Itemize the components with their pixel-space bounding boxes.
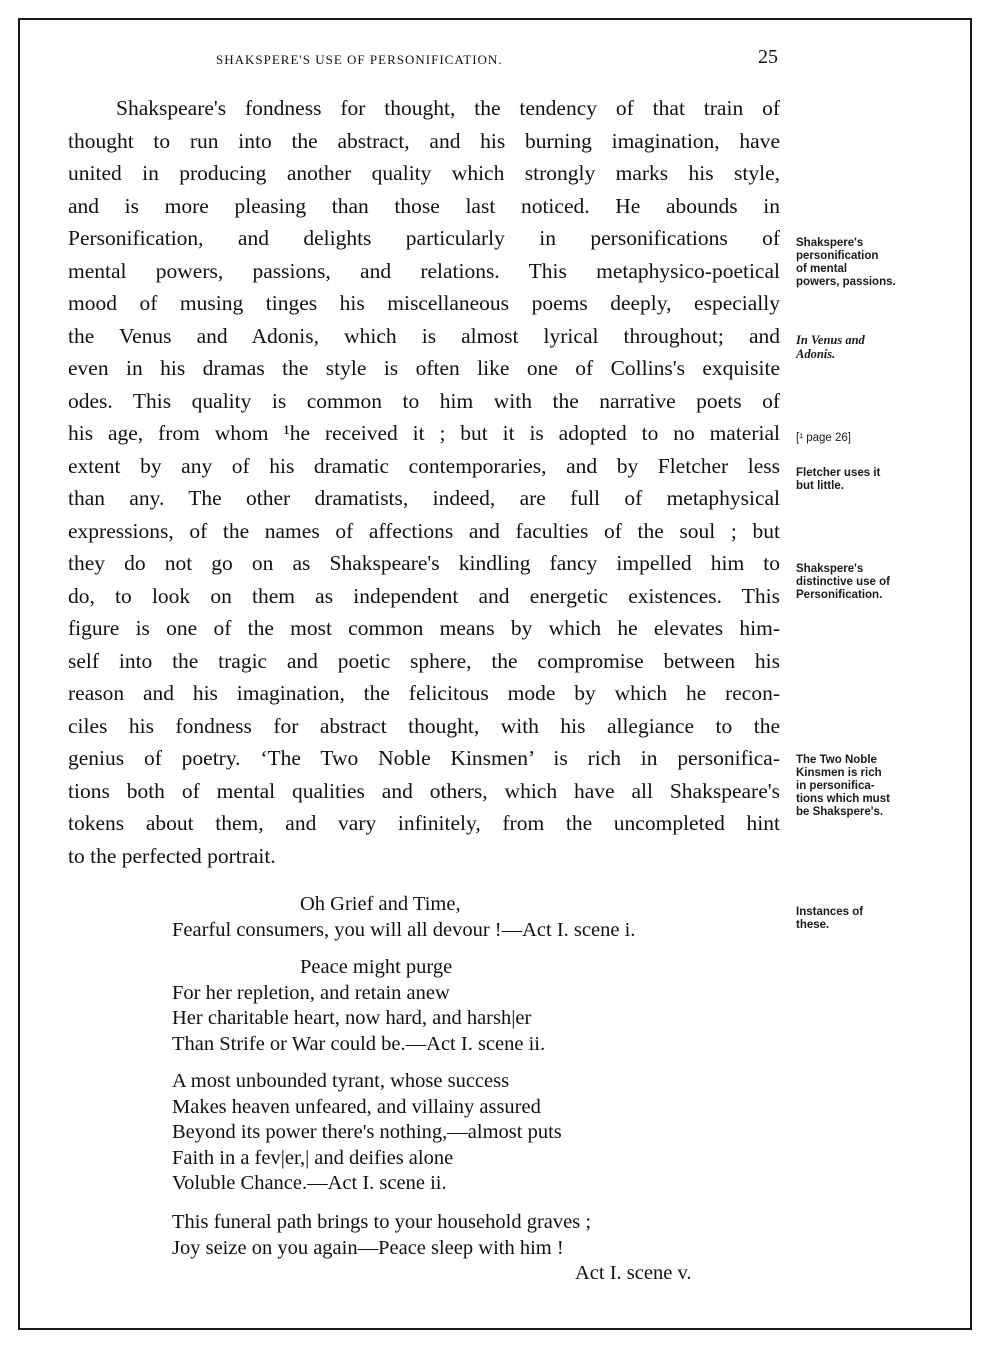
body-line: the Venus and Adonis, which is almost lyrical throughout; and <box>68 323 780 348</box>
running-header-title: SHAKSPERE'S USE OF PERSONIFICATION. <box>216 52 503 67</box>
quotation-line: Makes heaven unfeared, and villainy assured <box>172 1095 541 1118</box>
quotation-line: Fearful consumers, you will all devour !—Act I. scene i. <box>172 918 636 941</box>
margin-note-line: Shakspere's <box>796 563 864 575</box>
margin-note-line: Kinsmen is rich <box>796 767 882 779</box>
quotation-line: A most unbounded tyrant, whose success <box>172 1070 510 1092</box>
margin-note-instances <box>796 906 863 932</box>
margin-note-line: of mental <box>796 263 848 275</box>
page-number: 25 <box>758 46 778 68</box>
margin-note-line: Instances of <box>796 906 864 918</box>
body-line: genius of poetry. ‘The Two Noble Kinsmen’ is rich in personifica- <box>68 746 780 770</box>
margin-note-venus-adonis <box>796 334 865 362</box>
quotation-block <box>172 1069 562 1197</box>
body-line: and is more pleasing than those last noticed. He abounds in <box>68 193 780 218</box>
margin-note-line: distinctive use of <box>796 576 890 588</box>
margin-note-line: Adonis. <box>796 347 836 361</box>
margin-note-distinctive-use <box>796 563 890 602</box>
body-line: tions both of mental qualities and others, which have all Shakspeare's <box>68 778 780 803</box>
body-line: reason and his imagination, the felicitous mode by which he recon- <box>68 681 780 705</box>
quotation-line: Faith in a fev|er,| and deifies alone <box>172 1146 454 1169</box>
margin-note-line: in personifica- <box>796 780 875 792</box>
body-line: extent by any of his dramatic contemporaries, and by Fletcher less <box>68 453 780 478</box>
quotation-line: For her repletion, and retain anew <box>172 981 450 1004</box>
body-line: self into the tragic and poetic sphere, the compromise between his <box>68 648 780 673</box>
margin-note-line: In Venus and <box>796 333 865 347</box>
quotation-line: Oh Grief and Time, <box>300 893 461 915</box>
body-line: mental powers, passions, and relations. This metaphysico-poetical <box>68 258 780 283</box>
margin-note-line: Personification. <box>796 589 883 601</box>
body-line: expressions, of the names of affections and faculties of the soul ; but <box>68 518 780 543</box>
margin-note-line: Fletcher uses it <box>796 467 881 479</box>
body-line: do, to look on them as independent and energetic existences. This <box>68 583 780 608</box>
body-line: to the perfected portrait. <box>68 843 276 868</box>
body-line: thought to run into the abstract, and his burning imagination, have <box>68 128 780 153</box>
margin-note-line: powers, passions. <box>796 276 896 288</box>
margin-note-line: these. <box>796 919 830 931</box>
margin-note-line: Shakspere's <box>796 237 864 249</box>
running-header <box>216 52 503 69</box>
body-line: even in his dramas the style is often like one of Collins's exquisite <box>68 356 780 380</box>
margin-note-line: The Two Noble <box>796 754 877 766</box>
quotation-line: Act I. scene v. <box>575 1262 692 1284</box>
margin-note-line: be Shakspere's. <box>796 806 884 818</box>
margin-note-fletcher <box>796 467 880 493</box>
quotation-line: Beyond its power there's nothing,—almost puts <box>172 1121 562 1143</box>
quotation-line: This funeral path brings to your household graves ; <box>172 1211 592 1233</box>
body-line: united in producing another quality which strongly marks his style, <box>68 161 780 185</box>
quotation-block <box>172 955 545 1057</box>
quotation-block <box>172 1210 692 1287</box>
body-line: tokens about them, and vary infinitely, from the uncompleted hint <box>68 811 780 835</box>
quotation-line: Peace might purge <box>300 956 453 978</box>
body-line: than any. The other dramatists, indeed, are full of metaphysical <box>68 486 780 510</box>
quotation-block <box>172 892 635 943</box>
body-line: his age, from whom ¹he received it ; but it is adopted to no material <box>68 421 780 445</box>
body-line: ciles his fondness for abstract thought, with his allegiance to the <box>68 713 780 738</box>
margin-note-personification <box>796 237 896 289</box>
body-line: odes. This quality is common to him with the narrative poets of <box>68 388 780 413</box>
margin-note-line: [¹ page 26] <box>796 432 851 444</box>
margin-note-line: but little. <box>796 480 844 492</box>
margin-note-page-ref <box>796 432 851 445</box>
margin-note-two-noble-kinsmen <box>796 754 890 819</box>
body-line: Shakspeare's fondness for thought, the tendency of that train of <box>116 96 780 120</box>
quotation-line: Her charitable heart, now hard, and harsh|er <box>172 1007 532 1029</box>
quotation-line: Joy seize on you again—Peace sleep with him ! <box>172 1236 564 1259</box>
quotation-line: Voluble Chance.—Act I. scene ii. <box>172 1172 447 1194</box>
quotation-line: Than Strife or War could be.—Act I. scene ii. <box>172 1032 546 1055</box>
body-line: figure is one of the most common means by which he elevates him- <box>68 616 780 640</box>
body-paragraph <box>68 92 780 872</box>
margin-note-line: tions which must <box>796 793 890 805</box>
body-line: they do not go on as Shakspeare's kindling fancy impelled him to <box>68 551 780 575</box>
body-line: Personification, and delights particularly in personifications of <box>68 226 780 250</box>
body-line: mood of musing tinges his miscellaneous poems deeply, especially <box>68 291 780 315</box>
margin-note-line: personification <box>796 250 879 262</box>
